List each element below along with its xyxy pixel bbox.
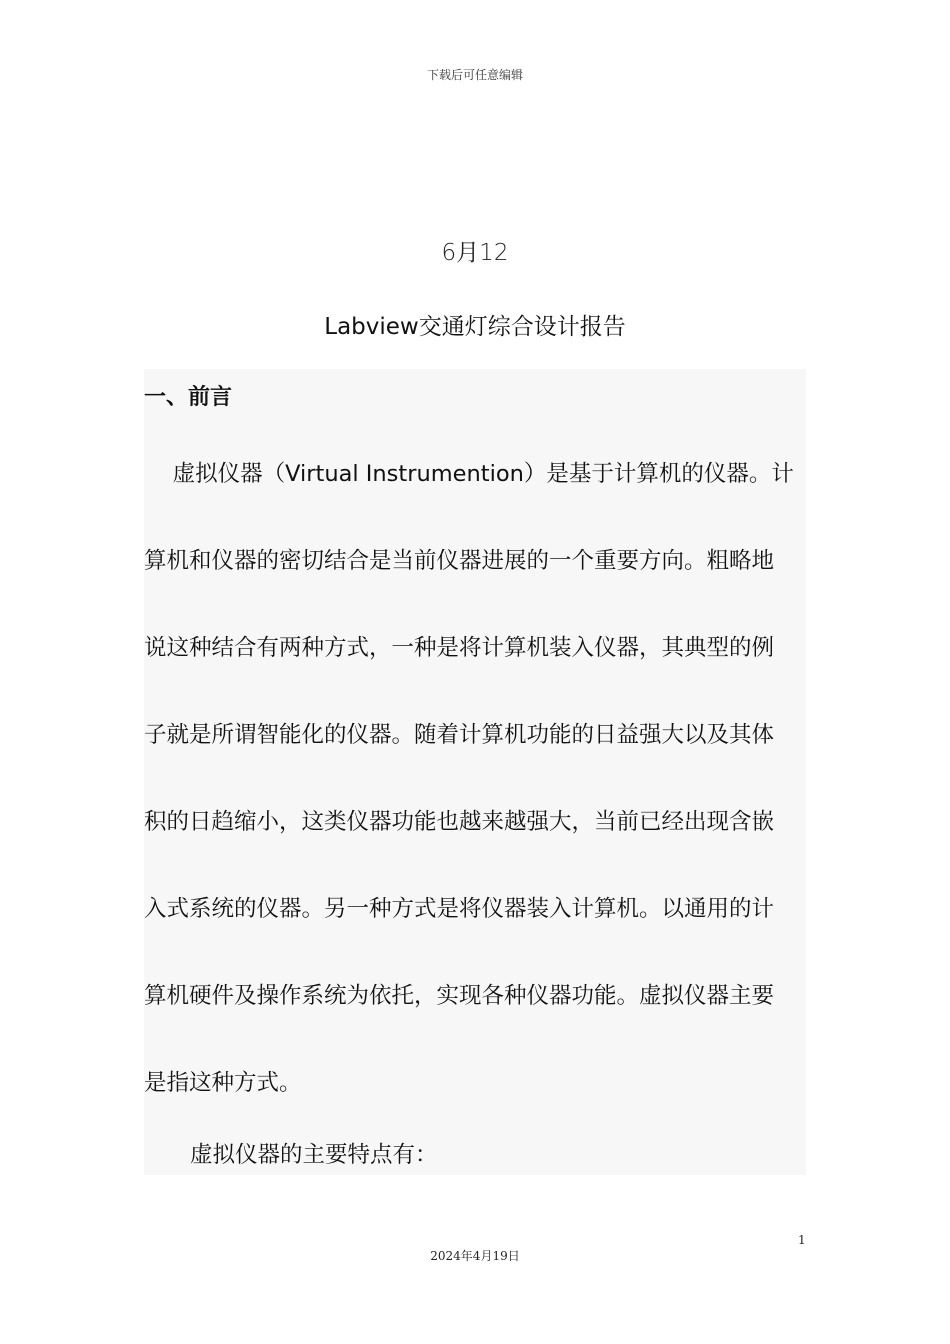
paragraph-line: 积的日趋缩小，这类仪器功能也越来越强大，当前已经出现含嵌	[144, 809, 775, 835]
footer-date: 2024年4月19日	[430, 1249, 520, 1263]
features-intro: 虚拟仪器的主要特点有：	[190, 1142, 438, 1168]
paragraph-line: 算机和仪器的密切结合是当前仪器进展的一个重要方向。粗略地	[144, 548, 775, 574]
page-number: 1	[798, 1233, 806, 1247]
section-heading: 一、前言	[144, 385, 233, 410]
paragraph-line: 子就是所谓智能化的仪器。随着计算机功能的日益强大以及其体	[144, 722, 775, 748]
report-title: Labview交通灯综合设计报告	[324, 314, 626, 340]
paragraph-line: 入式系统的仪器。另一种方式是将仪器装入计算机。以通用的计	[144, 896, 775, 922]
paragraph-line: 是指这种方式。	[144, 1070, 302, 1096]
paragraph-line: 说这种结合有两种方式，一种是将计算机装入仪器，其典型的例	[144, 635, 775, 661]
paragraph-line: 算机硬件及操作系统为依托，实现各种仪器功能。虚拟仪器主要	[144, 983, 775, 1009]
content-background	[144, 369, 806, 1175]
date-title: 6月12	[441, 240, 509, 266]
paragraph-line: 虚拟仪器（Virtual Instrumention）是基于计算机的仪器。计	[144, 461, 794, 487]
header-note: 下载后可任意编辑	[426, 68, 523, 82]
